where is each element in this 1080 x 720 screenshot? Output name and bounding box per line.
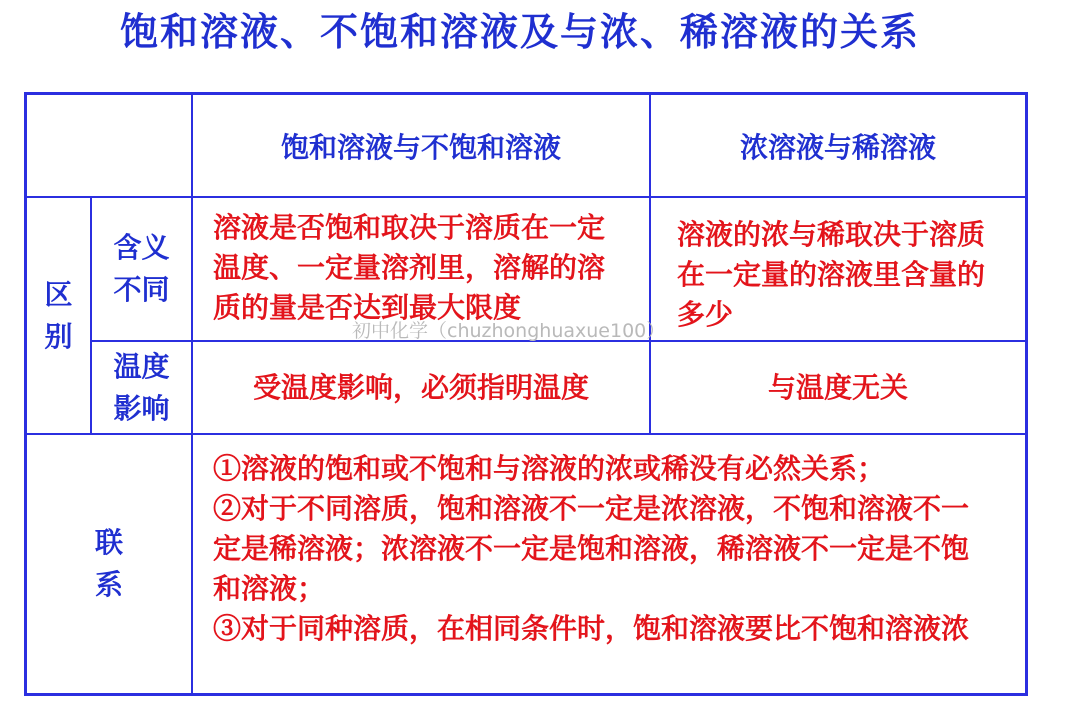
relation-point-2: ②对于不同溶质，饱和溶液不一定是浓溶液，不饱和溶液不一定是稀溶液；浓溶液不一定是饱和溶液，稀溶液不一定是不饱和溶液； [213, 492, 970, 605]
meaning-label: 含义 不同 [113, 231, 170, 306]
meaning-concentration-text: 溶液的浓与稀取决于溶质在一定量的溶液里含量的多少 [677, 218, 986, 331]
header-saturated-label: 饱和溶液与不饱和溶液 [280, 130, 561, 164]
page-title: 饱和溶液、不饱和溶液及与浓、稀溶液的关系 [119, 9, 920, 54]
header-concentration-label: 浓溶液与稀溶液 [739, 130, 936, 164]
difference-label: 区 别 [44, 277, 73, 353]
header-concentration [651, 95, 1025, 196]
comparison-table [24, 92, 1028, 696]
temperature-concentration-text: 与温度无关 [767, 370, 908, 404]
relation-text [213, 449, 983, 689]
watermark: 初中化学（chuzhonghuaxue100） [352, 320, 666, 342]
temperature-saturated-text: 受温度影响，必须指明温度 [252, 370, 589, 404]
meaning-saturated-text: 溶液是否饱和取决于溶质在一定温度、一定量溶剂里，溶解的溶质的量是否达到最大限度 [213, 211, 606, 324]
header-saturated [193, 95, 649, 196]
relation-point-1: ①溶液的饱和或不饱和与溶液的浓或稀没有必然关系； [213, 452, 886, 485]
temperature-label: 温度 影响 [113, 349, 170, 425]
relation-point-3: ③对于同种溶质，在相同条件时，饱和溶液要比不饱和溶液浓 [213, 612, 970, 645]
relation-label: 联 系 [94, 526, 123, 601]
